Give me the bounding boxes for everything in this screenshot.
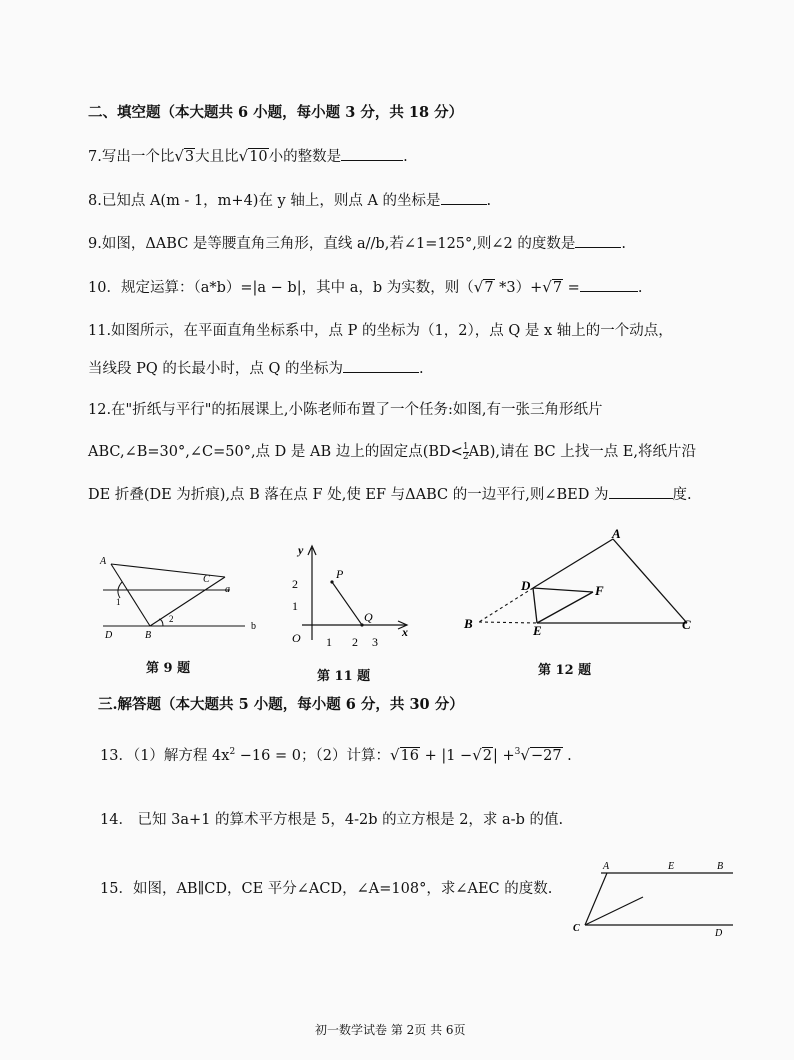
q8-text: 8.已知点 A(m - 1，m+4)在 y 轴上，则点 A 的坐标是	[88, 193, 441, 209]
q12-text-2b: AB),请在 BC 上找一点 E,将纸片沿	[468, 444, 696, 460]
q10-end: .	[637, 280, 643, 296]
q12-text-2a: ABC,∠B=30°,∠C=50°,点 D 是 AB 边上的固定点(BD<	[88, 444, 463, 460]
side-BC	[150, 577, 225, 626]
figure-12-caption: 第 12 题	[538, 663, 592, 678]
question-15: 15．如图，AB∥CD，CE 平分∠ACD，∠A=108°，求∠AEC 的度数.	[100, 881, 553, 897]
page-footer: 初一数学试卷 第 2页 共 6页	[315, 1023, 466, 1037]
q12-end: 度.	[672, 487, 692, 503]
q13-text-d: | +	[493, 748, 515, 764]
q7-text-a: 7.写出一个比	[88, 149, 175, 165]
q7-end: .	[403, 149, 408, 165]
section2-title: 二、填空题（本大题共 6 小题，每小题 3 分，共 18 分）	[88, 104, 464, 121]
tick-x-3: 3	[372, 635, 378, 649]
question-14: 14． 已知 3a+1 的算术平方根是 5，4-2b 的立方根是 2，求 a-b 的值.	[100, 812, 564, 828]
label-D: D	[521, 578, 531, 593]
label-B: B	[717, 861, 724, 872]
label-C: C	[573, 923, 580, 934]
segment-BE-dashed	[479, 622, 537, 623]
figure-15	[565, 855, 745, 940]
q12-fraction-half: $\frac{1}{2}$	[462, 441, 469, 462]
label-A: A	[100, 556, 107, 567]
q10-radical-7a: √7	[473, 278, 494, 296]
q9-text: 9.如图，ΔABC 是等腰直角三角形，直线 a//b,若∠1=125°,则∠2 的度数是	[88, 236, 576, 252]
label-Q: Q	[364, 610, 373, 624]
label-D: D	[105, 630, 113, 641]
question-12-line1: 12.在"折纸与平行"的拓展课上,小陈老师布置了一个任务:如图,有一张三角形纸片	[88, 402, 603, 418]
label-a: a	[225, 584, 230, 595]
question-12-line2	[88, 440, 696, 462]
figure-11-caption: 第 11 题	[317, 669, 371, 684]
label-D: D	[715, 928, 723, 939]
segment-PQ	[332, 582, 362, 625]
q13-exponent: 2	[229, 747, 236, 758]
tick-y-1: 1	[292, 599, 298, 613]
segment-AC	[585, 873, 607, 925]
question-12-line3	[88, 483, 692, 504]
question-11-line2	[88, 357, 424, 378]
side-AB	[111, 564, 150, 626]
q11-end: .	[418, 361, 424, 377]
label-x: x	[402, 625, 408, 639]
question-11-line1: 11.如图所示，在平面直角坐标系中，点 P 的坐标为（1，2），点 Q 是 x 轴上的一个动点，	[88, 323, 673, 339]
segment-CE	[585, 897, 643, 925]
tick-x-1: 1	[326, 635, 332, 649]
question-9	[88, 232, 626, 253]
figure-9-caption: 第 9 题	[146, 661, 191, 676]
q13-radical-16: √16	[389, 746, 419, 764]
label-E: E	[533, 623, 542, 638]
label-E: E	[668, 861, 675, 872]
label-B: B	[145, 630, 152, 641]
label-angle-1: 1	[116, 597, 121, 607]
figure-11	[282, 540, 422, 660]
segment-DB-dashed	[479, 588, 533, 622]
q13-cube-root-index: 3	[514, 747, 521, 758]
label-F: F	[595, 583, 604, 598]
label-P: P	[336, 567, 344, 581]
label-A: A	[603, 861, 610, 872]
label-B: B	[464, 616, 473, 631]
figure-12	[455, 525, 695, 645]
label-O: O	[292, 631, 301, 645]
q8-answer-blank[interactable]	[441, 203, 487, 205]
q13-end: .	[562, 748, 572, 764]
q9-answer-blank[interactable]	[575, 246, 621, 248]
segment-DF	[533, 588, 593, 592]
figure-9	[95, 552, 270, 647]
label-C: C	[682, 617, 691, 632]
label-y: y	[298, 543, 304, 557]
tick-x-2: 2	[352, 635, 358, 649]
q8-end: .	[486, 193, 492, 209]
q13-radical-2: √2	[472, 746, 493, 764]
label-C: C	[203, 574, 210, 585]
crease-DE	[533, 588, 537, 623]
q9-end: .	[621, 236, 626, 252]
q13-text-b: −16 = 0；（2）计算：	[235, 748, 390, 764]
q11-answer-blank[interactable]	[343, 371, 419, 373]
q10-text-b: *3）+	[494, 280, 543, 296]
q11-text: 当线段 PQ 的长最小时，点 Q 的坐标为	[88, 361, 343, 377]
q13-text-a: 13．（1）解方程 4x	[100, 748, 230, 764]
label-angle-2: 2	[169, 614, 174, 624]
question-7	[88, 145, 408, 166]
side-AC	[613, 539, 687, 623]
q10-text-c: =	[563, 280, 580, 296]
q7-text-c: 小的整数是	[268, 149, 342, 165]
label-A: A	[612, 526, 621, 541]
label-b: b	[251, 621, 256, 632]
section3-title: 三.解答题（本大题共 5 小题，每小题 6 分，共 30 分）	[98, 696, 464, 713]
side-AD	[533, 539, 613, 588]
question-13	[100, 744, 572, 765]
q12-answer-blank[interactable]	[609, 497, 673, 499]
q7-text-b: 大且比	[195, 149, 239, 165]
segment-EF	[537, 592, 593, 623]
question-8	[88, 189, 491, 210]
question-10	[88, 276, 642, 297]
q7-answer-blank[interactable]	[341, 159, 403, 161]
q10-radical-7b: √7	[542, 278, 563, 296]
point-P	[330, 580, 333, 583]
q13-text-c: + |1 −	[419, 748, 473, 764]
q7-radical-10: √10	[238, 147, 268, 165]
q10-answer-blank[interactable]	[580, 290, 638, 292]
q12-text-3: DE 折叠(DE 为折痕),点 B 落在点 F 处,使 EF 与ΔABC 的一边平行,则∠BED 为	[88, 487, 609, 503]
q7-radical-3: √3	[174, 147, 195, 165]
tick-y-2: 2	[292, 577, 298, 591]
q13-radical-cube: √−27	[520, 746, 562, 764]
q10-text-a: 10．规定运算：（a*b）=|a − b|，其中 a，b 为实数，则（	[88, 280, 474, 296]
